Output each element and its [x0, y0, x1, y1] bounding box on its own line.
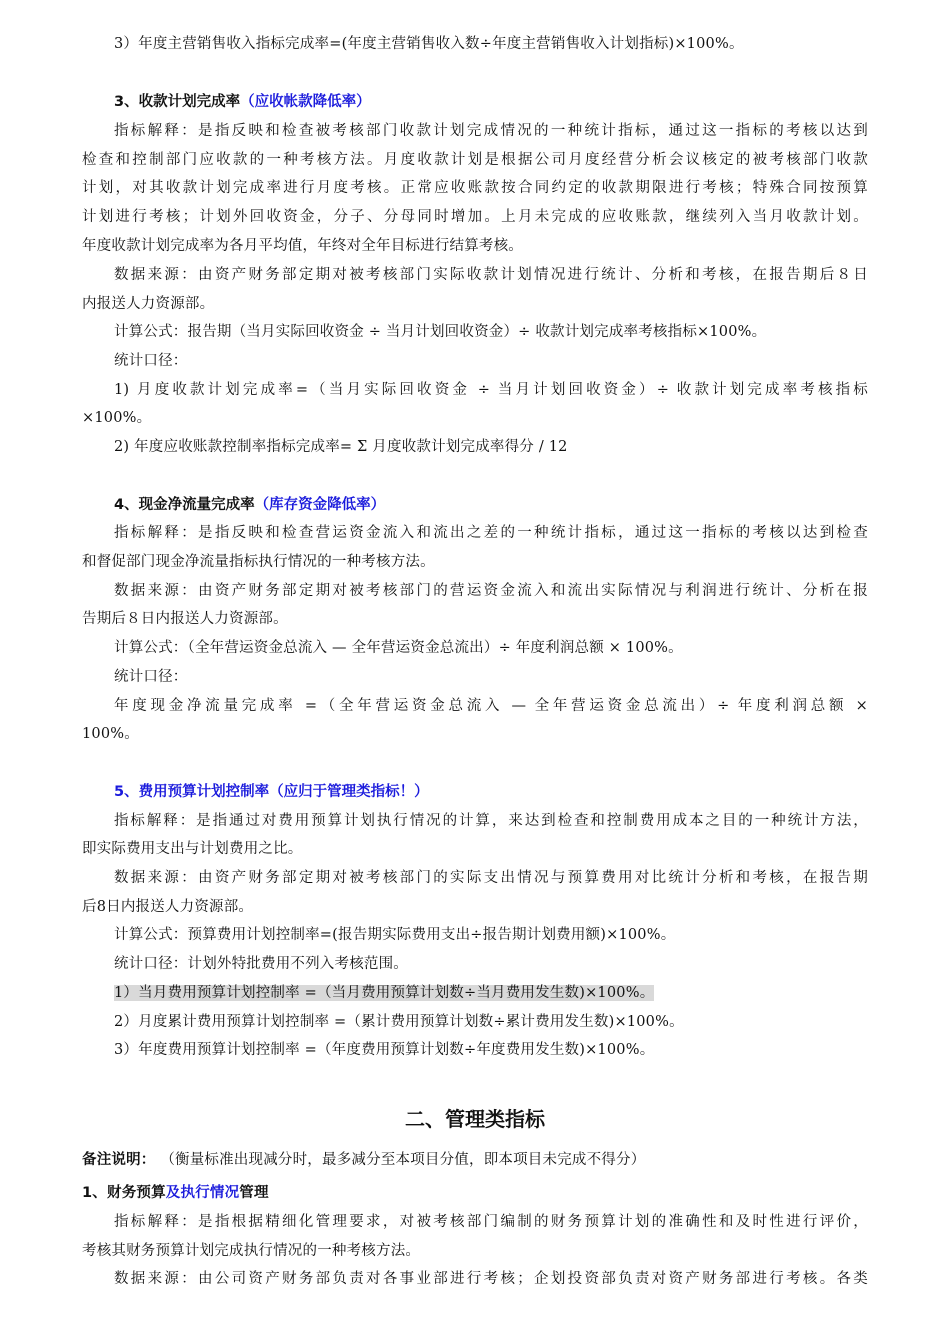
- section-5-definition-line-2: 即实际费用支出与计划费用之比。: [82, 841, 303, 857]
- part-2-definition-line-2: 考核其财务预算计划完成执行情况的一种考核方法。: [82, 1243, 421, 1259]
- section-3-caliber: 统计口径：: [114, 353, 188, 369]
- section-5-source-line-2: 后8日内报送人力资源部。: [82, 899, 254, 915]
- section-4-formula: 计算公式：（全年营运资金总流入 — 全年营运资金总流出）÷ 年度利润总额 × 100%。: [114, 640, 683, 656]
- section-5-heading: 5、费用预算计划控制率（应归于管理类指标！）: [114, 784, 429, 800]
- section-3-source-line-2: 内报送人力资源部。: [82, 296, 215, 312]
- part-2-note-label: 备注说明：: [82, 1152, 156, 1168]
- section-5-item-1: [114, 983, 654, 1003]
- sales-completion-item-3: 3）年度主营销售收入指标完成率=(年度主营销售收入数÷年度主营销售收入计划指标)×100%。: [114, 36, 744, 52]
- section-4-source-line-2: 告期后８日内报送人力资源部。: [82, 611, 288, 627]
- part-2-item-1-title-b: 及执行情况: [165, 1185, 240, 1201]
- part-2-item-1-title: [82, 1183, 269, 1203]
- section-4-title: 4、现金净流量完成率: [114, 497, 255, 513]
- section-3-formula: 计算公式：报告期（当月实际回收资金 ÷ 当月计划回收资金）÷ 收款计划完成率考核指标×100%。: [114, 324, 767, 340]
- section-3-item-1-line-1: 1) 月度收款计划完成率=（当月实际回收资金 ÷ 当月计划回收资金）÷ 收款计划完成率考核指标: [114, 382, 868, 398]
- part-2-title: 二、管理类指标: [405, 1107, 545, 1131]
- section-3-item-1-line-2: ×100%。: [82, 410, 152, 426]
- part-2-item-1-title-a: 1、财务预算: [82, 1185, 166, 1201]
- section-4-title-note: （库存资金降低率）: [254, 497, 386, 513]
- part-2-source-line-1: 数据来源：由公司资产财务部负责对各事业部进行考核；企划投资部负责对资产财务部进行考核。各类: [114, 1271, 868, 1287]
- section-5-item-2: 2）月度累计费用预算计划控制率 =（累计费用预算计划数÷累计费用发生数)×100%。: [114, 1014, 684, 1030]
- section-4-heading: [114, 495, 385, 515]
- section-3-heading: [114, 92, 371, 112]
- section-3-definition-line-1: 指标解释：是指反映和检查被考核部门收款计划完成情况的一种统计指标，通过这一指标的考核以达到: [114, 123, 868, 139]
- section-4-item-line-2: 100%。: [82, 726, 139, 742]
- section-3-definition-line-2: 检查和控制部门应收款的一种考核方法。月度收款计划是根据公司月度经营分析会议核定的被考核部门收款: [82, 152, 868, 168]
- part-2-item-1-title-c: 管理: [239, 1185, 269, 1201]
- section-3-source-line-1: 数据来源：由资产财务部定期对被考核部门实际收款计划情况进行统计、分析和考核，在报告期后８日: [114, 267, 868, 283]
- section-4-definition-line-2: 和督促部门现金净流量指标执行情况的一种考核方法。: [82, 554, 435, 570]
- section-4-source-line-1: 数据来源：由资产财务部定期对被考核部门的营运资金流入和流出实际情况与利润进行统计、分析在报: [114, 583, 868, 599]
- section-5-item-1-highlight: 1）当月费用预算计划控制率 =（当月费用预算计划数÷当月费用发生数)×100%。: [114, 985, 655, 1001]
- part-2-definition-line-1: 指标解释：是指根据精细化管理要求，对被考核部门编制的财务预算计划的准确性和及时性进行评价，: [114, 1214, 868, 1230]
- section-3-title: 3、收款计划完成率: [114, 94, 241, 110]
- section-4-item-line-1: 年度现金净流量完成率 =（全年营运资金总流入 — 全年营运资金总流出）÷ 年度利润总额 ×: [114, 698, 868, 714]
- part-2-note-text: （衡量标准出现减分时，最多减分至本项目分值，即本项目未完成不得分）: [160, 1152, 646, 1168]
- section-3-item-2: 2) 年度应收账款控制率指标完成率= Σ 月度收款计划完成率得分 / 12: [114, 439, 568, 455]
- section-5-source-line-1: 数据来源：由资产财务部定期对被考核部门的实际支出情况与预算费用对比统计分析和考核，在报告期: [114, 870, 868, 886]
- section-3-definition-line-3: 计划，对其收款计划完成率进行月度考核。正常应收账款按合同约定的收款期限进行考核；特殊合同按预算: [82, 180, 868, 196]
- part-2-note: [82, 1150, 645, 1170]
- section-5-definition-line-1: 指标解释：是指通过对费用预算计划执行情况的计算，来达到检查和控制费用成本之目的一种统计方法，: [114, 813, 868, 829]
- section-5-caliber: 统计口径：计划外特批费用不列入考核范围。: [114, 956, 408, 972]
- section-3-definition-line-5: 年度收款计划完成率为各月平均值，年终对全年目标进行结算考核。: [82, 238, 523, 254]
- section-3-definition-line-4: 计划进行考核；计划外回收资金，分子、分母同时增加。上月未完成的应收账款，继续列入当月收款计划。: [82, 209, 868, 225]
- section-5-item-3: 3）年度费用预算计划控制率 =（年度费用预算计划数÷年度费用发生数)×100%。: [114, 1042, 655, 1058]
- section-4-definition-line-1: 指标解释：是指反映和检查营运资金流入和流出之差的一种统计指标，通过这一指标的考核以达到检查: [114, 525, 868, 541]
- section-3-title-note: （应收帐款降低率）: [240, 94, 371, 110]
- section-5-formula: 计算公式：预算费用计划控制率=(报告期实际费用支出÷报告期计划费用额)×100%。: [114, 927, 676, 943]
- section-4-caliber: 统计口径：: [114, 669, 188, 685]
